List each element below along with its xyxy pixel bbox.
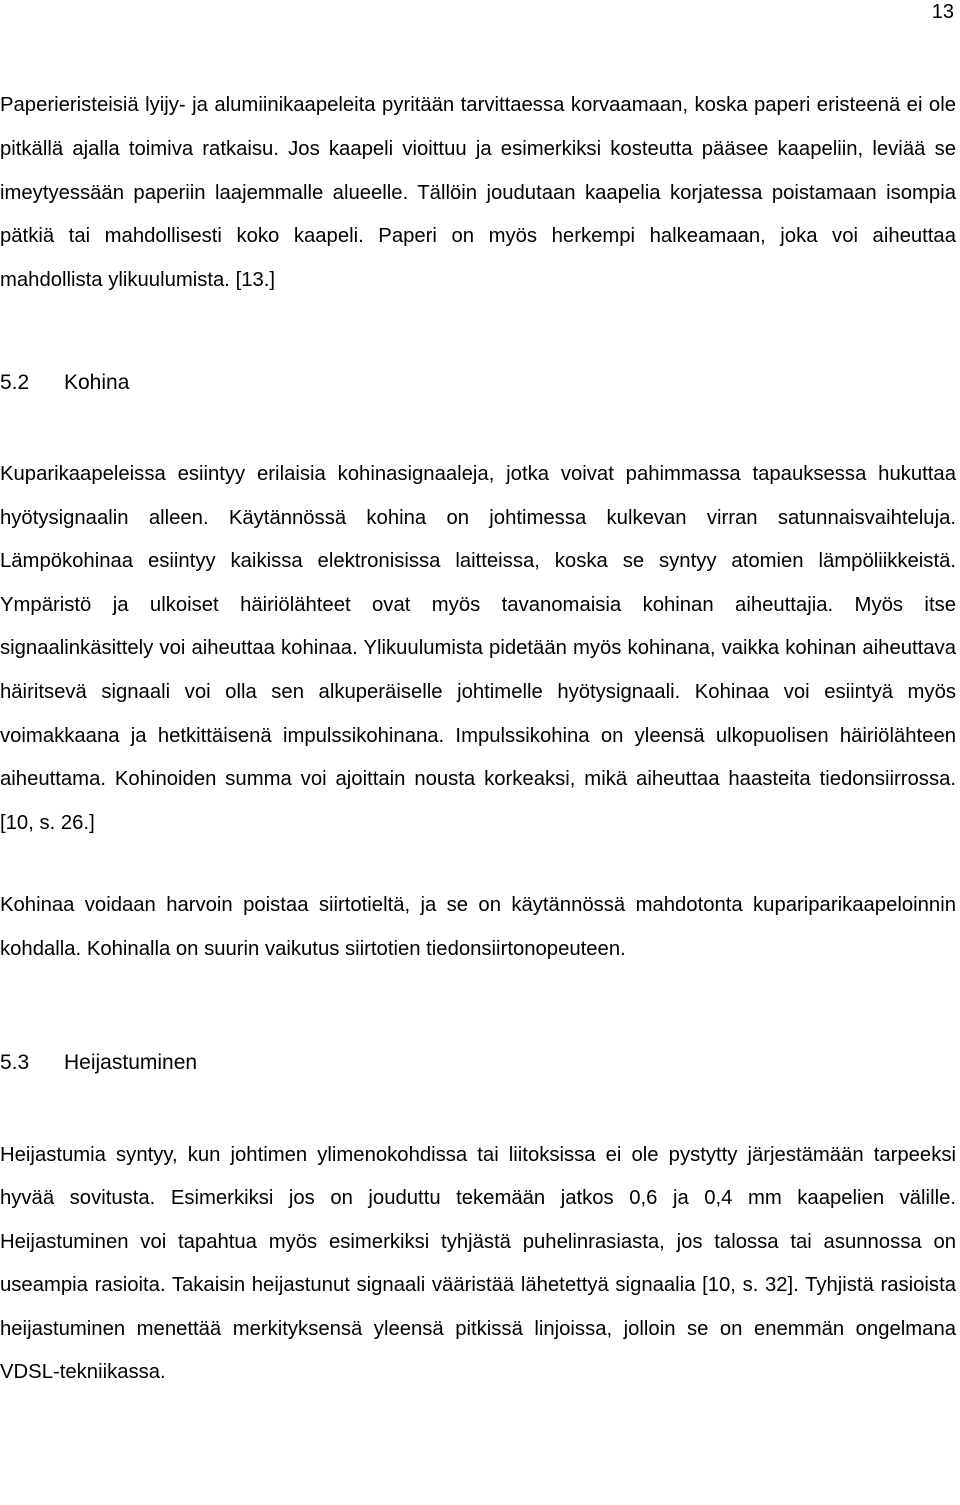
section-heading-5-2: [0, 369, 956, 397]
section-title: Heijastuminen: [64, 1050, 198, 1074]
document-body: [0, 84, 956, 1395]
page-number: 13: [931, 1, 954, 23]
section-number: 5.2: [0, 370, 30, 394]
paragraph-paper-insulated-cables: Paperieristeisiä lyijy- ja alumiinikaapeleita pyritään tarvittaessa korvaamaan, koska paperi eristeenä ei ole pitkällä ajalla toimiva ratkaisu. Jos kaapeli vioittuu ja esimerkiksi kosteutta pääsee kaapeliin, leviää se imeytyessään paperiin laajemmalle alueelle. Tällöin joudutaan kaapelia korjatessa poistamaan isompia pätkiä tai mahdollisesti koko kaapeli. Paperi on myös herkempi halkeamaan, joka voi aiheuttaa mahdollista ylikuulumista. [13.]: [0, 94, 956, 292]
section-heading-5-3: [0, 1049, 956, 1077]
paragraph-reflection: Heijastumia syntyy, kun johtimen ylimenokohdissa tai liitoksissa ei ole pystytty järjestämään tarpeeksi hyvää sovitusta. Esimerkiksi jos on jouduttu tekemään jatkos 0,6 ja 0,4 mm kaapelien välille. Heijastuminen voi tapahtua myös esimerkiksi tyhjästä puhelinrasiasta, jos talossa tai asunnossa on useampia rasioita. Takaisin heijastunut signaali vääristää lähetettyä signaalia [10, s. 32]. Tyhjistä rasioista heijastuminen menettää merkityksensä yleensä pitkissä linjoissa, jolloin se on enemmän ongelmana VDSL-tekniikassa.: [0, 1143, 956, 1384]
paragraph-noise-removal: Kohinaa voidaan harvoin poistaa siirtotieltä, ja se on käytännössä mahdotonta kupariparikaapeloinnin kohdalla. Kohinalla on suurin vaikutus siirtotien tiedonsiirtonopeuteen.: [0, 894, 956, 960]
section-title: Kohina: [64, 370, 130, 394]
paragraph-noise: Kuparikaapeleissa esiintyy erilaisia kohinasignaaleja, jotka voivat pahimmassa tapauksessa hukuttaa hyötysignaalin alleen. Käytännössä kohina on johtimessa kulkevan virran satunnaisvaihteluja. Lämpökohinaa esiintyy kaikissa elektronisissa laitteissa, koska se syntyy atomien lämpöliikkeistä. Ympäristö ja ulkoiset häiriölähteet ovat myös tavanomaisia kohinan aiheuttajia. Myös itse signaalinkäsittely voi aiheuttaa kohinaa. Ylikuulumista pidetään myös kohinana, vaikka kohinan aiheuttava häiritsevä signaali voi olla sen alkuperäiselle johtimelle hyötysignaali. Kohinaa voi esiintyä myös voimakkaana ja hetkittäisenä impulssikohinana. Impulssikohina on yleensä ulkopuolisen häiriölähteen aiheuttama. Kohinoiden summa voi ajoittain nousta korkeaksi, mikä aiheuttaa haasteita tiedonsiirrossa. [10, s. 26.]: [0, 462, 956, 834]
section-number: 5.3: [0, 1050, 30, 1074]
